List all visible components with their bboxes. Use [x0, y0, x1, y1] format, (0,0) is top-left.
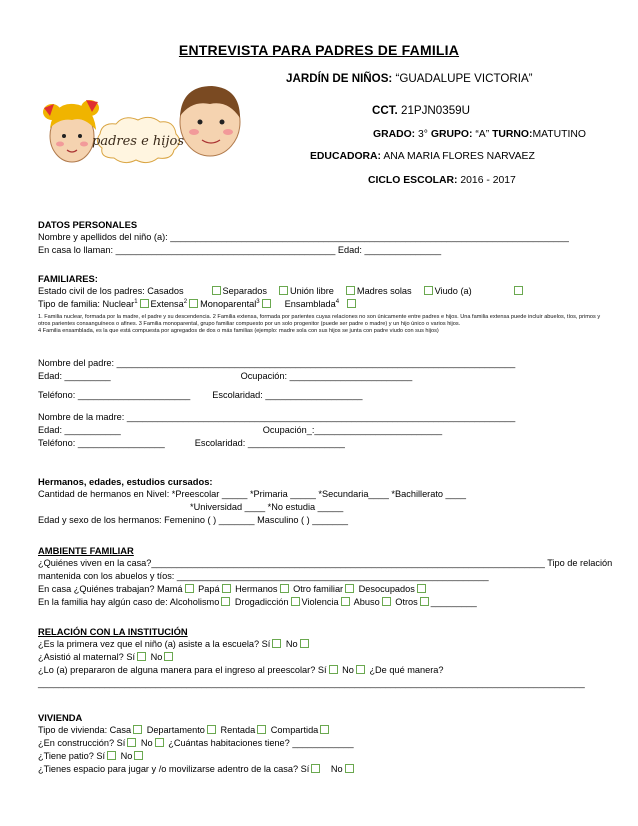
- ambiente-section: [38, 545, 613, 610]
- viudo-checkbox[interactable]: [514, 286, 523, 295]
- habitaciones-field[interactable]: ¿Cuántas habitaciones tiene? ____________: [168, 738, 354, 748]
- relacion-abuelos-field[interactable]: mantenida con los abuelos y tíos: _____________________________________________________________: [38, 571, 489, 581]
- logo-text: padres e hijos: [92, 134, 184, 149]
- madre-telefono-field[interactable]: Teléfono: _________________: [38, 438, 165, 448]
- document-title: ENTREVISTA PARA PADRES DE FAMILIA: [178, 42, 460, 58]
- abuso-checkbox[interactable]: [382, 597, 391, 606]
- casados-checkbox[interactable]: [212, 286, 221, 295]
- primera-vez-row: ¿Es la primera vez que el niño (a) asiste a la escuela? Sí No: [38, 639, 603, 652]
- casa-checkbox[interactable]: [133, 725, 142, 734]
- datos-section: [38, 219, 603, 258]
- grado-line: GRADO: 3° GRUPO: “A” TURNO:MATUTINO: [373, 129, 586, 140]
- footnote-ensamblada: 4 Familia ensamblada, es la que está compuesta por agregados de dos o más familias (ejemplo: madre sola con sus hijos se junta con padre viudo con sus hijos): [38, 327, 439, 334]
- padre-edad-field[interactable]: Edad: _________: [38, 371, 111, 381]
- madre-nombre-field[interactable]: Nombre de la madre: ____________________________________________________________________________: [38, 412, 516, 422]
- datos-heading: DATOS PERSONALES: [38, 219, 138, 230]
- primera-vez-si-checkbox[interactable]: [272, 639, 281, 648]
- hermanos-section: [38, 476, 603, 528]
- separados-checkbox[interactable]: [279, 286, 288, 295]
- hermanos-sexo-field[interactable]: Edad y sexo de los hermanos: Femenino ( ) _______ Masculino ( ) _______: [38, 515, 349, 525]
- nombre-nino-field[interactable]: Nombre y apellidos del niño (a): ______________________________________________________________________________: [38, 232, 569, 242]
- familiares-section: [38, 273, 603, 335]
- alcoholismo-checkbox[interactable]: [221, 597, 230, 606]
- relacion-section: [38, 626, 603, 691]
- problemas-row: En la familia hay algún caso de: Alcoholismo Drogadicción Violencia Abuso Otros _________: [38, 597, 477, 607]
- padres-e-hijos-logo: [40, 64, 245, 187]
- hermanos-nivel-field[interactable]: Cantidad de hermanos en Nivel: *Preescolar _____ *Primaria _____ *Secundaria____ *Bachillerato ____: [38, 489, 466, 499]
- cct-line: CCT. 21PJN0359U: [372, 104, 470, 117]
- madre-ocupacion-field[interactable]: Ocupación_:_________________________: [262, 425, 443, 435]
- padre-ocupacion-field[interactable]: Ocupación: ________________________: [240, 371, 413, 381]
- preparacion-si-checkbox[interactable]: [329, 665, 338, 674]
- rentada-checkbox[interactable]: [257, 725, 266, 734]
- construccion-si-checkbox[interactable]: [127, 738, 136, 747]
- otro-familiar-checkbox[interactable]: [345, 584, 354, 593]
- footnote-definitions: 1. Familia nuclear, formada por la madre, el padre y su descendencia. 2 Familia extensa, formada por parientes cuyas relaciones no son únicamente entre padres e hijos. Una familia extensa puede incluir abuelos, tíos, primos y otros parientes consanguíneos o afines. 3 Familia monoparental, grupo familiar compuesto por un solo progenitor (puede ser padre o madre) y un hijo único o varios hijos.: [38, 314, 601, 327]
- padre-escolaridad-field[interactable]: Escolaridad: ___________________: [212, 390, 363, 400]
- familiares-heading: FAMILIARES:: [38, 273, 98, 284]
- compartida-checkbox[interactable]: [320, 725, 329, 734]
- apodo-edad-field[interactable]: En casa lo llaman: ___________________________________________ Edad: _______________: [38, 245, 442, 255]
- drogadiccion-checkbox[interactable]: [291, 597, 300, 606]
- violencia-checkbox[interactable]: [341, 597, 350, 606]
- quienes-viven-field[interactable]: ¿Quiénes viven en la casa?_____________________________________________________________________________ Tipo de relación: [38, 558, 613, 568]
- maternal-no-checkbox[interactable]: [164, 652, 173, 661]
- madres-solas-checkbox[interactable]: [424, 286, 433, 295]
- primera-vez-no-checkbox[interactable]: [300, 639, 309, 648]
- hermanos-heading: Hermanos, edades, estudios cursados:: [38, 476, 213, 487]
- union-libre-checkbox[interactable]: [346, 286, 355, 295]
- construccion-no-checkbox[interactable]: [155, 738, 164, 747]
- patio-no-checkbox[interactable]: [134, 751, 143, 760]
- desocupados-checkbox[interactable]: [417, 584, 426, 593]
- maternal-row: ¿Asistió al maternal? Sí No: [38, 652, 603, 665]
- educadora-line: EDUCADORA: ANA MARIA FLORES NARVAEZ: [310, 151, 535, 162]
- padre-edad-ocupacion-row: [38, 371, 603, 384]
- tipo-familia-row: Tipo de familia: Nuclear$^1$ Extensa$^2$ Monoparental$^3$ Ensamblada$^4$: [38, 299, 603, 312]
- padres-section: [38, 358, 603, 451]
- ciclo-line: CICLO ESCOLAR: 2016 - 2017: [368, 175, 516, 186]
- ambiente-heading: AMBIENTE FAMILIAR: [38, 545, 134, 556]
- padre-telefono-field[interactable]: Teléfono: ______________________: [38, 390, 191, 400]
- estado-civil-row: Estado civil de los padres: Casados Separados Unión libre Madres solas Viudo (a): [38, 286, 603, 299]
- vivienda-heading: VIVIENDA: [38, 712, 83, 723]
- relacion-heading: RELACIÓN CON LA INSTITUCIÓN: [38, 626, 188, 637]
- madre-escolaridad-field[interactable]: Escolaridad: ___________________: [194, 438, 345, 448]
- mama-checkbox[interactable]: [185, 584, 194, 593]
- hermanos-universidad-field[interactable]: *Universidad ____ *No estudia _____: [190, 502, 344, 512]
- espacio-jugar-row: ¿Tienes espacio para jugar y /o movilizarse adentro de la casa? Sí No: [38, 764, 603, 777]
- padre-nombre-field[interactable]: Nombre del padre: ______________________________________________________________________________: [38, 358, 516, 368]
- nuclear-checkbox[interactable]: [140, 299, 149, 308]
- construccion-row: ¿En construcción? Sí No ¿Cuántas habitaciones tiene? ____________: [38, 738, 354, 748]
- patio-row: ¿Tiene patio? Sí No: [38, 751, 603, 764]
- patio-si-checkbox[interactable]: [107, 751, 116, 760]
- school-line: JARDÍN DE NIÑOS: “GUADALUPE VICTORIA”: [286, 72, 533, 85]
- madre-tel-row: [38, 438, 603, 451]
- espacio-no-checkbox[interactable]: [345, 764, 354, 773]
- papa-checkbox[interactable]: [222, 584, 231, 593]
- trabajan-row: En casa ¿Quiénes trabajan? Mamá Papá Hermanos Otro familiar Desocupados: [38, 584, 603, 597]
- madre-edad-ocupacion-row: [38, 425, 603, 438]
- departamento-checkbox[interactable]: [207, 725, 216, 734]
- tipo-vivienda-row: Tipo de vivienda: Casa Departamento Rentada Compartida: [38, 725, 603, 738]
- extensa-checkbox[interactable]: [189, 299, 198, 308]
- padre-tel-row: [38, 390, 603, 403]
- otros-field[interactable]: _________: [430, 597, 477, 607]
- preparacion-row: ¿Lo (a) prepararon de alguna manera para el ingreso al preescolar? Sí No ¿De qué manera?: [38, 665, 444, 675]
- preparacion-field[interactable]: ___________________________________________________________________________________________________________: [38, 678, 585, 688]
- ensamblada-checkbox[interactable]: [347, 299, 356, 308]
- preparacion-no-checkbox[interactable]: [356, 665, 365, 674]
- hermanos-checkbox[interactable]: [280, 584, 289, 593]
- otros-checkbox[interactable]: [420, 597, 429, 606]
- vivienda-section: [38, 712, 603, 777]
- madre-edad-field[interactable]: Edad: ___________: [38, 425, 121, 435]
- maternal-si-checkbox[interactable]: [137, 652, 146, 661]
- monoparental-checkbox[interactable]: [262, 299, 271, 308]
- espacio-si-checkbox[interactable]: [311, 764, 320, 773]
